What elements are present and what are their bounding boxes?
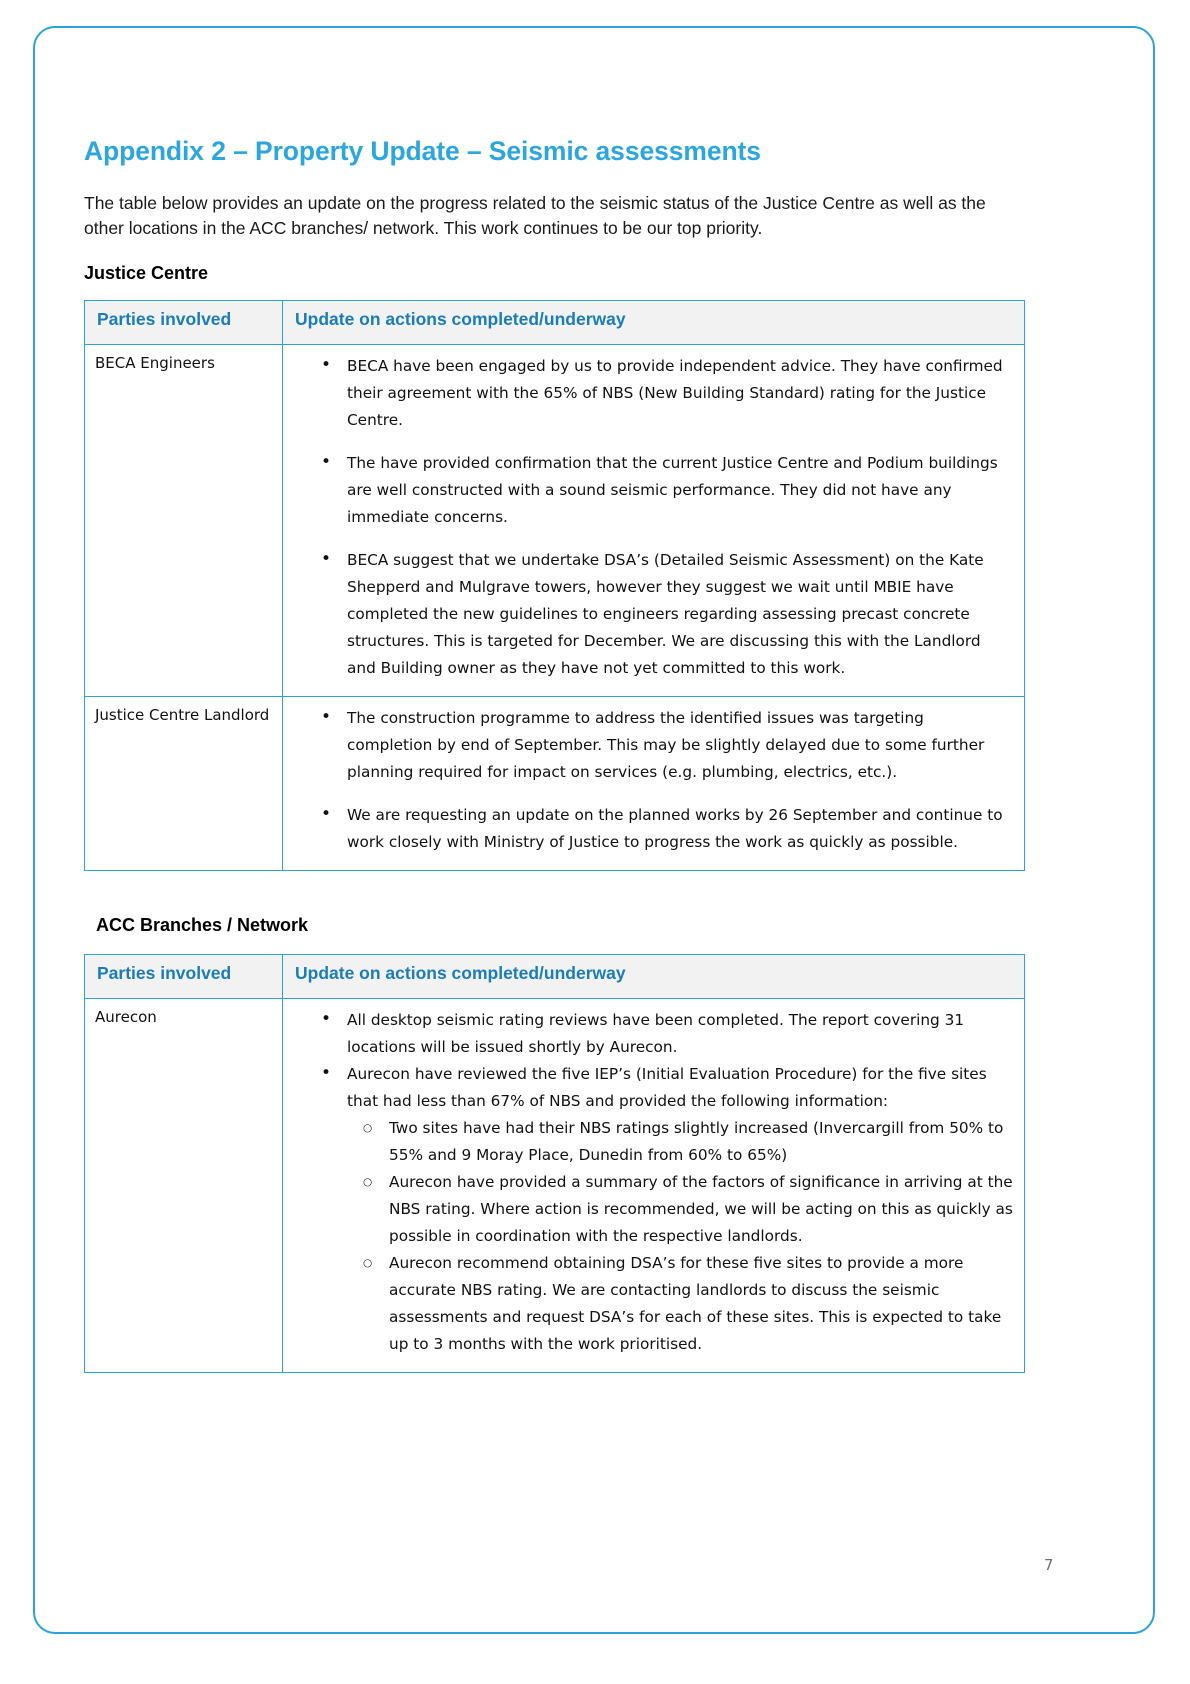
- column-header-updates: Update on actions completed/underway: [283, 301, 1025, 345]
- list-item: ○ Aurecon recommend obtaining DSA’s for these five sites to provide a more accurate NBS rating. We are contacting landlords to discuss the seismic assessments and request DSA’s for each of these sites. This is expected to take up to 3 months with the work prioritised.: [339, 1250, 1014, 1358]
- sub-bullet-wrapper: [339, 1115, 1014, 1358]
- column-header-parties: Parties involved: [85, 955, 283, 999]
- party-cell: Justice Centre Landlord: [85, 697, 283, 871]
- list-item: • The have provided confirmation that the current Justice Centre and Podium buildings are well constructed with a sound seismic performance. They did not have any immediate concerns.: [293, 450, 1014, 531]
- page-title: Appendix 2 – Property Update – Seismic assessments: [84, 136, 761, 166]
- list-item: • BECA suggest that we undertake DSA’s (Detailed Seismic Assessment) on the Kate Shepperd and Mulgrave towers, however they suggest we wait until MBIE have completed the new guidelines to engineers regarding assessing precast concrete structures. This is targeted for December. We are discussing this with the Landlord and Building owner as they have not yet committed to this work.: [293, 547, 1014, 682]
- list-item: • We are requesting an update on the planned works by 26 September and continue to work closely with Ministry of Justice to progress the work as quickly as possible.: [293, 802, 1014, 856]
- page-number: 7: [1044, 1556, 1054, 1574]
- table-header-row: [85, 955, 1025, 999]
- intro-paragraph: The table below provides an update on the progress related to the seismic status of the Justice Centre as well as the other locations in the ACC branches/ network. This work continues to be our top priority.: [84, 193, 986, 238]
- table-row: [85, 697, 1025, 871]
- table-header-row: [85, 301, 1025, 345]
- party-cell: Aurecon: [85, 999, 283, 1373]
- bullet-list: [293, 1007, 1014, 1115]
- bullet-list: [293, 705, 1014, 856]
- sub-bullet-list: [339, 1115, 1014, 1358]
- table-row: [85, 999, 1025, 1373]
- section-heading-acc-branches: ACC Branches / Network: [96, 915, 309, 935]
- acc-branches-table: [84, 954, 1025, 1373]
- bullet-list: [293, 353, 1014, 682]
- updates-cell: [283, 697, 1025, 871]
- column-header-updates: Update on actions completed/underway: [283, 955, 1025, 999]
- table-row: [85, 345, 1025, 697]
- list-item: • The construction programme to address the identified issues was targeting completion by end of September. This may be slightly delayed due to some further planning required for impact on services (e.g. plumbing, electrics, etc.).: [293, 705, 1014, 786]
- updates-cell: [283, 999, 1025, 1373]
- column-header-parties: Parties involved: [85, 301, 283, 345]
- document-content: [84, 136, 1024, 1373]
- list-item: ○ Two sites have had their NBS ratings slightly increased (Invercargill from 50% to 55% and 9 Moray Place, Dunedin from 60% to 65%): [339, 1115, 1014, 1169]
- justice-centre-table: [84, 300, 1025, 871]
- updates-cell: [283, 345, 1025, 697]
- section-heading-justice-centre: Justice Centre: [84, 263, 209, 283]
- list-item: • Aurecon have reviewed the five IEP’s (Initial Evaluation Procedure) for the five sites that had less than 67% of NBS and provided the following information:: [293, 1061, 1014, 1115]
- list-item: • BECA have been engaged by us to provide independent advice. They have confirmed their agreement with the 65% of NBS (New Building Standard) rating for the Justice Centre.: [293, 353, 1014, 434]
- list-item: • All desktop seismic rating reviews have been completed. The report covering 31 locations will be issued shortly by Aurecon.: [293, 1007, 1014, 1061]
- list-item: ○ Aurecon have provided a summary of the factors of significance in arriving at the NBS rating. Where action is recommended, we will be acting on this as quickly as possible in coordination with the respective landlords.: [339, 1169, 1014, 1250]
- party-cell: BECA Engineers: [85, 345, 283, 697]
